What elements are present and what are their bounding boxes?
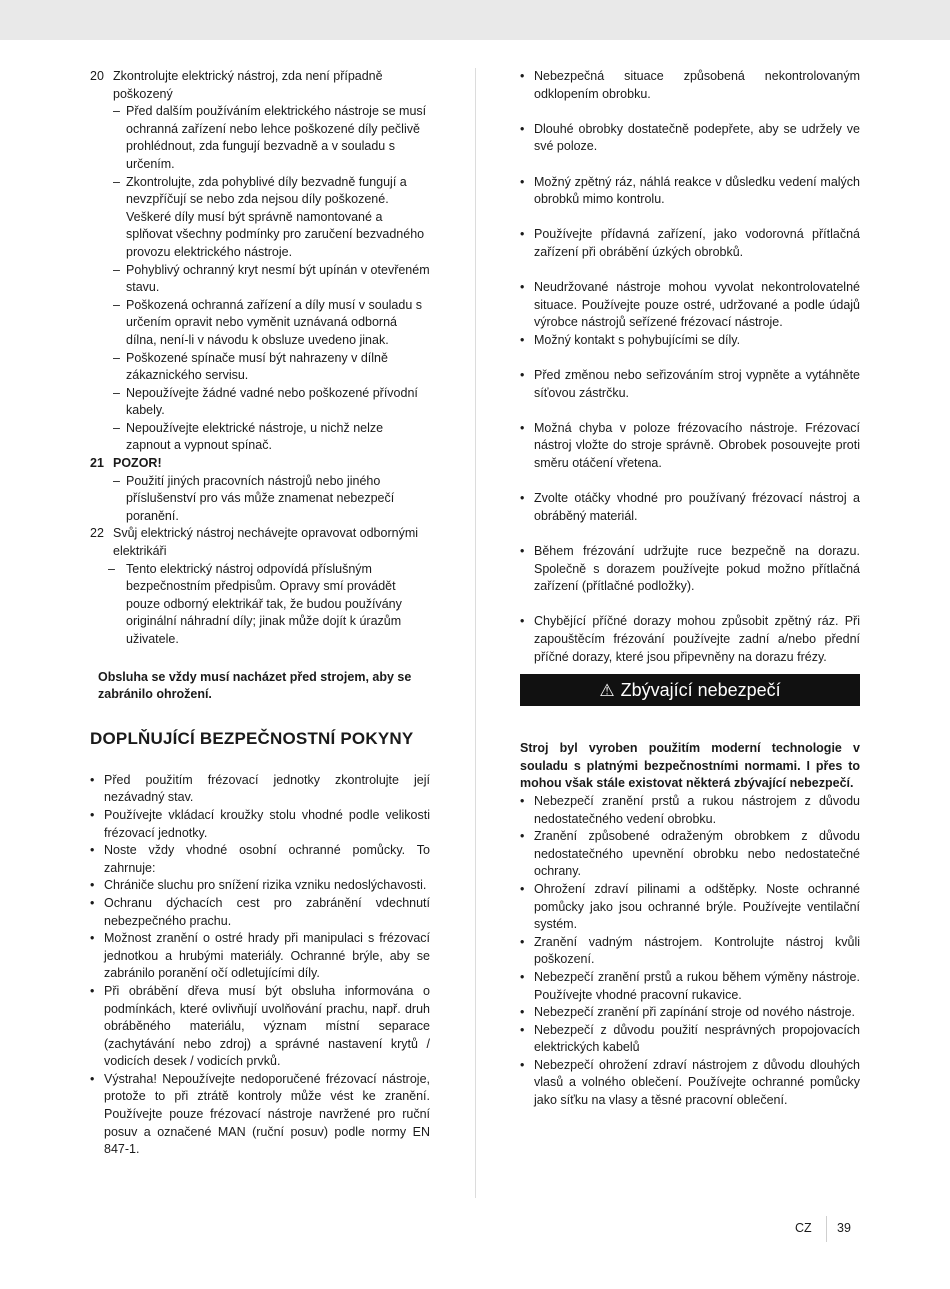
list-item (90, 983, 430, 1071)
dash-marker: – (113, 174, 120, 189)
bullet-marker: • (520, 368, 525, 383)
list-item (90, 1071, 430, 1159)
footer-separator (826, 1216, 827, 1242)
bullet-marker: • (90, 983, 95, 998)
list-item (520, 1057, 860, 1110)
list-item-text: Nebezpečí zranění prstů a rukou nástrojem z důvodu nedostatečného vedení obrobku. (534, 793, 860, 826)
list-item-text: Zvolte otáčky vhodné pro používaný frézovací nástroj a obráběný materiál. (534, 491, 860, 523)
item-number: 20 (90, 69, 104, 83)
bullet-marker: • (520, 934, 525, 949)
list-item-text: Před změnou nebo seřizováním stroj vypněte a vytáhněte síťovou zástrčku. (534, 368, 860, 400)
sub-item-text: Před dalším používáním elektrického nástroje se musí ochranná zařízení nebo lehce poškozené díly pečlivě prohlédnout, zda fungují bezvadně a v souladu s určením. (126, 104, 427, 171)
sub-item-text: Nepoužívejte elektrické nástroje, u nichž nelze zapnout a vypnout spínač. (126, 420, 384, 453)
list-item-text: Zranění vadným nástrojem. Kontrolujte nástroj kvůli poškození. (534, 934, 860, 967)
item-title: POZOR! (113, 456, 162, 471)
sub-item (90, 473, 430, 526)
list-item (90, 807, 430, 842)
bullet-marker: • (520, 227, 525, 242)
list-item (520, 420, 860, 473)
dash-marker: – (113, 385, 120, 400)
bullet-marker: • (520, 614, 525, 629)
list-item (90, 842, 430, 877)
list-item (520, 969, 860, 1004)
bullet-marker: • (520, 969, 525, 984)
list-item (520, 332, 860, 350)
sub-item (90, 297, 430, 350)
list-item (520, 1022, 860, 1057)
bullet-marker: • (520, 1057, 525, 1072)
list-item-text: Před použitím frézovací jednotky zkontrolujte její nezávadný stav. (104, 772, 430, 805)
banner-title: Zbývající nebezpečí (620, 680, 781, 701)
sub-item (90, 420, 430, 455)
item-title: Svůj elektrický nástroj nechávejte opravovat odbornými elektrikáři (113, 526, 419, 559)
language-code: CZ (795, 1221, 812, 1235)
list-item (520, 121, 860, 156)
bullet-marker: • (90, 1071, 95, 1086)
list-item (520, 543, 860, 596)
list-item-text: Nebezpečí zranění prstů a rukou během výměny nástroje. Používejte vhodné pracovní rukavice. (534, 969, 860, 1002)
bullet-marker: • (90, 772, 95, 787)
list-item-text: Výstraha! Nepoužívejte nedoporučené frézovací nástroje, protože to při ztrátě kontroly může vést ke zranění. Používejte pouze frézovací nástroje navržené pro ruční posuv a označené MAN (ruční posuv) podle normy EN 847-1. (104, 1071, 430, 1157)
sub-item-text: Poškozené spínače musí být nahrazeny v dílně zákaznického servisu. (126, 350, 388, 383)
list-item-text: Dlouhé obrobky dostatečně podepřete, aby se udržely ve své poloze. (534, 121, 860, 154)
bullet-marker: • (520, 544, 525, 559)
residual-risks-banner (520, 674, 860, 706)
list-item (520, 1004, 860, 1022)
list-item (520, 68, 860, 103)
sub-item (90, 262, 430, 297)
list-item-text: Nebezpečí zranění při zapínání stroje od nového nástroje. (534, 1005, 856, 1020)
sub-item (90, 350, 430, 385)
bullet-marker: • (520, 491, 525, 506)
bullet-marker: • (90, 895, 95, 910)
bullet-marker: • (520, 881, 525, 896)
list-item-text: Během frézování udržujte ruce bezpečně na dorazu. Společně s dorazem používejte pokud možno přítlačná zařízení (přítlačné podložky). (534, 544, 860, 594)
bullet-marker: • (520, 420, 525, 435)
column-divider (475, 68, 476, 1198)
bullet-marker: • (90, 807, 95, 822)
list-item-text: Možnost zranění o ostré hrady při manipulaci s frézovací jednotkou a hrubými materiály. Ochranné brýle, aby se zabránilo poranění očí odletujícími díly. (104, 931, 430, 981)
item-number: 22 (90, 526, 104, 541)
item-title: Zkontrolujte elektrický nástroj, zda není případně poškozený (113, 69, 383, 101)
list-item (520, 934, 860, 969)
top-bar (0, 0, 950, 40)
dash-marker: – (113, 262, 120, 277)
sub-item-text: Tento elektrický nástroj odpovídá příslušným bezpečnostním předpisům. Opravy smí provádět pouze odborný elektrikář tak, že budou používány originální náhradní díly; jinak může dojít k úrazům uživatele. (126, 561, 402, 646)
hazard-bullet-list (520, 68, 860, 666)
list-item-text: Používejte přídavná zařízení, jako vodorovná přítlačná zařízení při obrábění úzkých obrobků. (534, 227, 860, 259)
list-item-text: Nebezpečí ohrožení zdraví nástrojem z důvodu dlouhých vlasů a volného oblečení. Používejte ochranné pomůcky jako síťku na vlasy a těsné pracovní oblečení. (534, 1057, 860, 1108)
list-item-text: Chybějící příčné dorazy mohou způsobit zpětný ráz. Při zapouštěcím frézování používejte zadní a/nebo přední příčné dorazy, které jsou připevněny na dorazu frézy. (534, 614, 860, 664)
list-item (520, 490, 860, 525)
item-20 (90, 68, 430, 103)
list-item (520, 367, 860, 402)
list-item (520, 613, 860, 666)
sub-item (90, 385, 430, 420)
item-22 (90, 525, 430, 560)
bullet-marker: • (520, 1022, 525, 1037)
bullet-marker: • (90, 931, 95, 946)
dash-marker: – (113, 473, 120, 488)
dash-marker: – (113, 104, 120, 119)
list-item (90, 877, 430, 895)
warning-triangle-icon: ⚠ (599, 681, 615, 701)
residual-intro: Stroj byl vyroben použitím moderní technologie v souladu s platnými bezpečnostními normami. I přes to mohou však stále existovat některá zbývající nebezpečí. (520, 741, 860, 791)
bullet-marker: • (90, 843, 95, 858)
list-item-text: Chrániče sluchu pro snížení rizika vzniku nedoslýchavosti. (104, 878, 427, 893)
page-number: 39 (837, 1221, 851, 1235)
sub-item-text: Nepoužívejte žádné vadné nebo poškozené přívodní kabely. (126, 385, 418, 418)
sub-item (90, 174, 430, 262)
list-item (520, 828, 860, 881)
list-item-text: Při obrábění dřeva musí být obsluha informována o podmínkách, které ovlivňují uvolňování prachu, např. druh obráběného materiálu, význam místní separace (zachytávání nebo zdroj) a správné nastavení krytů / vodicích desek / vodicích prvků. (104, 983, 430, 1069)
bullet-marker: • (520, 121, 525, 136)
list-item-text: Zranění způsobené odraženým obrobkem z důvodu nedostatečného upevnění obrobku nebo nedostatečné ochrany. (534, 829, 860, 879)
sub-item-text: Zkontrolujte, zda pohyblivé díly bezvadně fungují a nevzpříčují se nebo zda nejsou díly poškozené. Veškeré díly musí být správně namontované a splňovat všechny podmínky pro zaručení bezvadného provozu elektrického nástroje. (126, 174, 425, 259)
bullet-marker: • (520, 174, 525, 189)
item-number: 21 (90, 456, 104, 471)
bullet-marker: • (520, 1005, 525, 1020)
sub-item-text: Použití jiných pracovních nástrojů nebo jiného příslušenství pro vás může znamenat nebezpečí poranění. (126, 473, 395, 523)
dash-marker: – (113, 420, 120, 435)
bullet-marker: • (520, 829, 525, 844)
list-item-text: Ohrožení zdraví pilinami a odštěpky. Noste ochranné pomůcky jako jsou ochranné brýle. Používejte ventilační systém. (534, 881, 860, 932)
list-item (90, 895, 430, 930)
list-item (520, 881, 860, 934)
list-item-text: Noste vždy vhodné osobní ochranné pomůcky. To zahrnuje: (104, 843, 430, 875)
dash-marker: – (113, 350, 120, 365)
operator-warning: Obsluha se vždy musí nacházet před strojem, aby se zabránilo ohrožení. (98, 669, 412, 702)
list-item (520, 174, 860, 209)
list-item-text: Možná chyba v poloze frézovacího nástroje. Frézovací nástroj vložte do stroje správně. Obrobek posouvejte proti směru otáčení vřetena. (534, 420, 860, 471)
bullet-marker: • (520, 332, 525, 347)
section-heading: DOPLŇUJÍCÍ BEZPEČNOSTNÍ POKYNY (90, 728, 414, 748)
list-item-text: Možný zpětný ráz, náhlá reakce v důsledku vedení malých obrobků mimo kontrolu. (534, 174, 860, 207)
list-item-text: Nebezpečná situace způsobená nekontrolovaným odklopením obrobku. (534, 69, 860, 101)
list-item (520, 226, 860, 261)
sub-item (90, 561, 430, 649)
list-item (520, 793, 860, 828)
bullet-marker: • (520, 280, 525, 295)
list-item-text: Používejte vkládací kroužky stolu vhodné podle velikosti frézovací jednotky. (104, 807, 430, 840)
sub-item-text: Pohyblivý ochranný kryt nesmí být upínán v otevřeném stavu. (126, 262, 430, 295)
left-column (90, 68, 430, 1159)
list-item-text: Možný kontakt s pohybujícími se díly. (534, 332, 741, 347)
list-item-text: Neudržované nástroje mohou vyvolat nekontrolovatelné situace. Používejte pouze ostré, udržované a podle údajů výrobce nástrojů seřízené frézovací nástroje. (534, 280, 860, 330)
list-item (90, 930, 430, 983)
sub-item (90, 103, 430, 173)
dash-marker: – (108, 561, 115, 576)
list-item-text: Ochranu dýchacích cest pro zabránění vdechnutí nebezpečného prachu. (104, 895, 430, 928)
list-item (90, 772, 430, 807)
bullet-marker: • (520, 69, 525, 83)
residual-risk-list (520, 793, 860, 1110)
sub-item-text: Poškozená ochranná zařízení a díly musí v souladu s určením opravit nebo vyměnit uznávaná odborná dílna, není-li v návodu k obsluze uvedeno jinak. (126, 297, 422, 347)
bullet-marker: • (520, 793, 525, 808)
right-column (520, 68, 860, 1110)
list-item-text: Nebezpečí z důvodu použití nesprávných propojovacích elektrických kabelů (534, 1022, 860, 1055)
bullet-marker: • (90, 878, 95, 893)
item-21 (90, 455, 430, 473)
safety-bullet-list (90, 772, 430, 1159)
dash-marker: – (113, 297, 120, 312)
list-item (520, 279, 860, 332)
